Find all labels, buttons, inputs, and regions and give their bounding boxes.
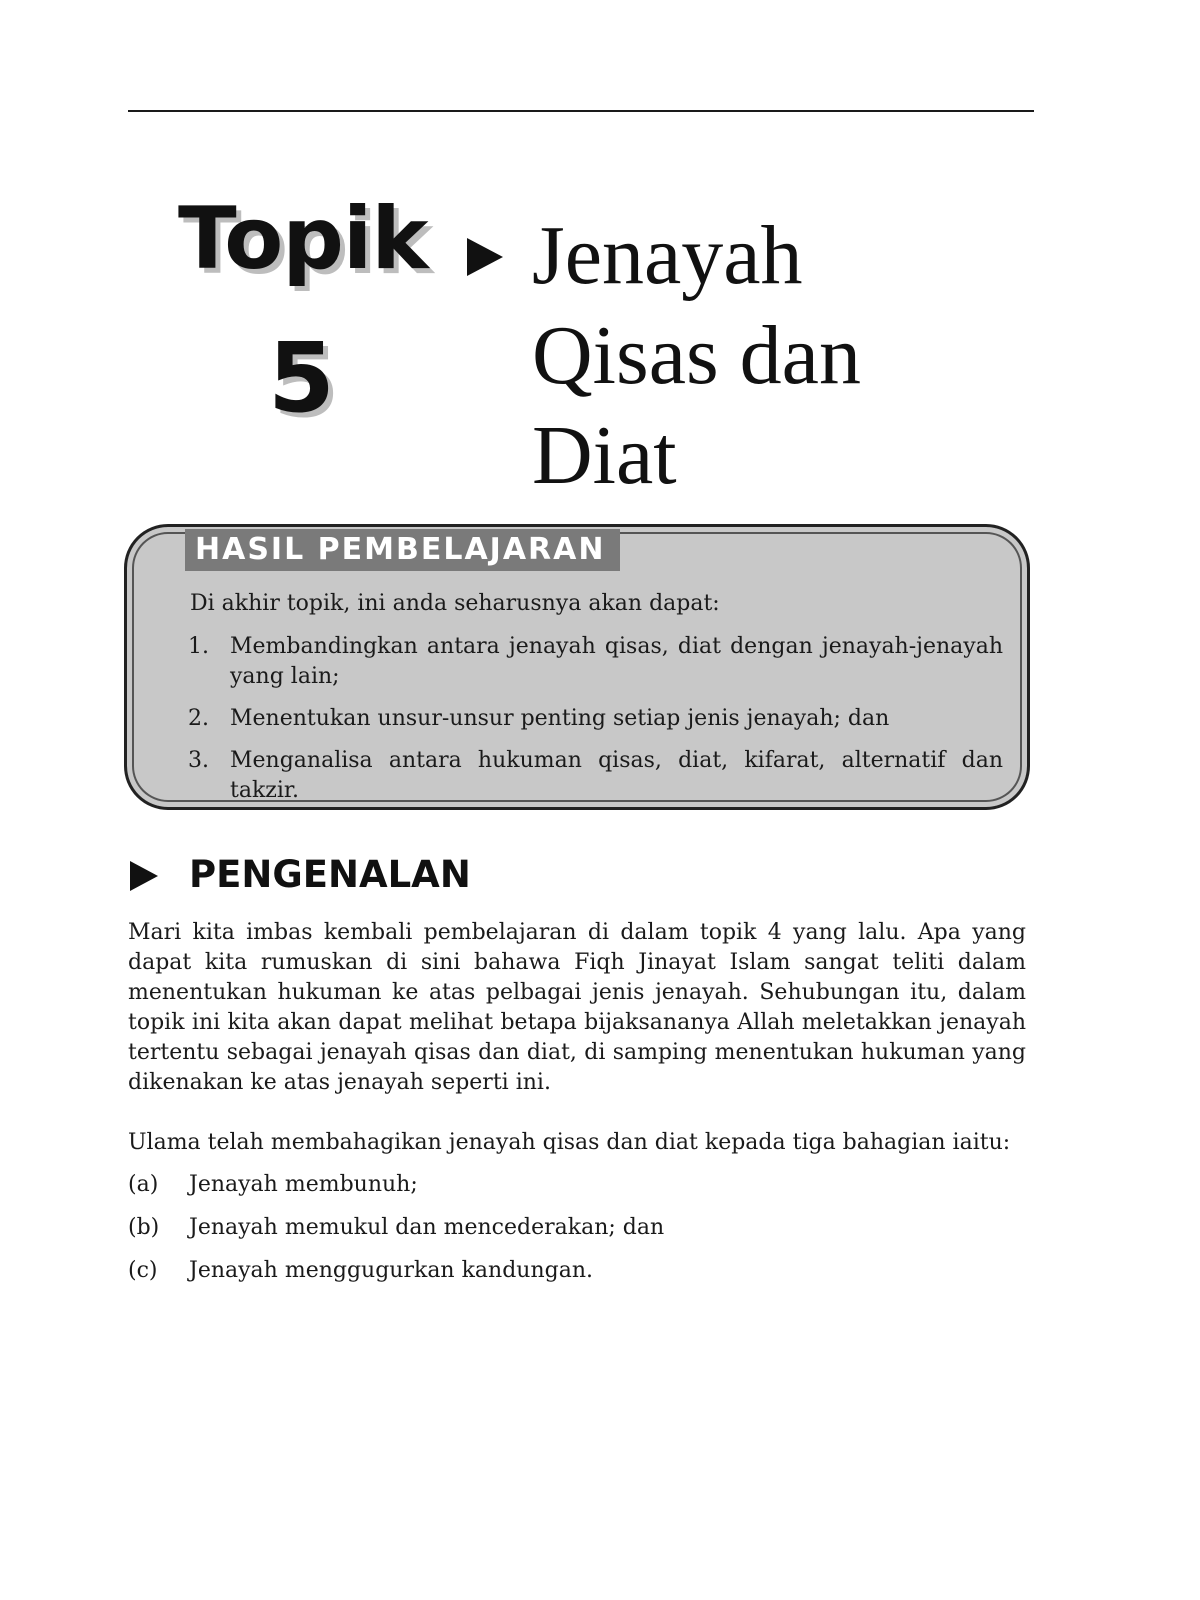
division-text: Jenayah memukul dan mencederakan; dan — [189, 1215, 665, 1240]
division-marker: (c) — [128, 1258, 158, 1283]
division-text: Jenayah membunuh; — [189, 1172, 418, 1197]
learning-outcome-number: 3. — [188, 748, 209, 773]
title-arrow-icon — [467, 238, 503, 276]
learning-outcomes-intro: Di akhir topik, ini anda seharusnya akan dapat: — [190, 591, 720, 616]
division-item — [128, 1256, 1026, 1286]
learning-outcome-text: Menganalisa antara hukuman qisas, diat, kifarat, alternatif dan takzir. — [230, 748, 1003, 803]
division-marker: (a) — [128, 1172, 159, 1197]
division-item — [128, 1213, 1026, 1243]
topic-title — [532, 206, 992, 506]
learning-outcome-number: 1. — [188, 634, 209, 659]
division-intro: Ulama telah membahagikan jenayah qisas dan diat kepada tiga bahagian iaitu: — [128, 1130, 1011, 1155]
learning-outcome-number: 2. — [188, 706, 209, 731]
topic-title-line: Diat — [532, 409, 677, 502]
intro-paragraph: Mari kita imbas kembali pembelajaran di dalam topik 4 yang lalu. Apa yang dapat kita rumuskan di sini bahawa Fiqh Jinayat Islam sangat teliti dalam menentukan hukuman ke atas pelbagai jenis jenayah. Sehubungan itu, dalam topik ini kita akan dapat melihat betapa bijaksananya Allah meletakkan jenayah tertentu sebagai jenayah qisas dan diat, di samping menentukan hukuman yang dikenakan ke atas jenayah seperti ini. — [128, 920, 1026, 1095]
topic-label: Topik — [178, 189, 428, 289]
division-text: Jenayah menggugurkan kandungan. — [189, 1258, 593, 1283]
learning-outcomes-list — [188, 632, 1003, 818]
topic-title-line: Qisas dan — [532, 309, 861, 402]
learning-outcome-text: Menentukan unsur-unsur penting setiap jenis jenayah; dan — [230, 706, 890, 731]
learning-outcome-item — [188, 632, 1003, 692]
division-item — [128, 1170, 1026, 1200]
topic-title-line: Jenayah — [532, 209, 803, 302]
division-list — [128, 1170, 1026, 1299]
topic-number: 5 — [268, 322, 335, 434]
division-marker: (b) — [128, 1215, 160, 1240]
learning-outcome-item — [188, 746, 1003, 806]
learning-outcome-item — [188, 704, 1003, 734]
header-rule — [128, 110, 1034, 112]
section-heading: PENGENALAN — [189, 853, 471, 896]
section-arrow-icon — [130, 861, 158, 891]
learning-outcomes-heading: HASIL PEMBELAJARAN — [185, 529, 620, 571]
learning-outcome-text: Membandingkan antara jenayah qisas, diat dengan jenayah-jenayah yang lain; — [230, 634, 1003, 689]
